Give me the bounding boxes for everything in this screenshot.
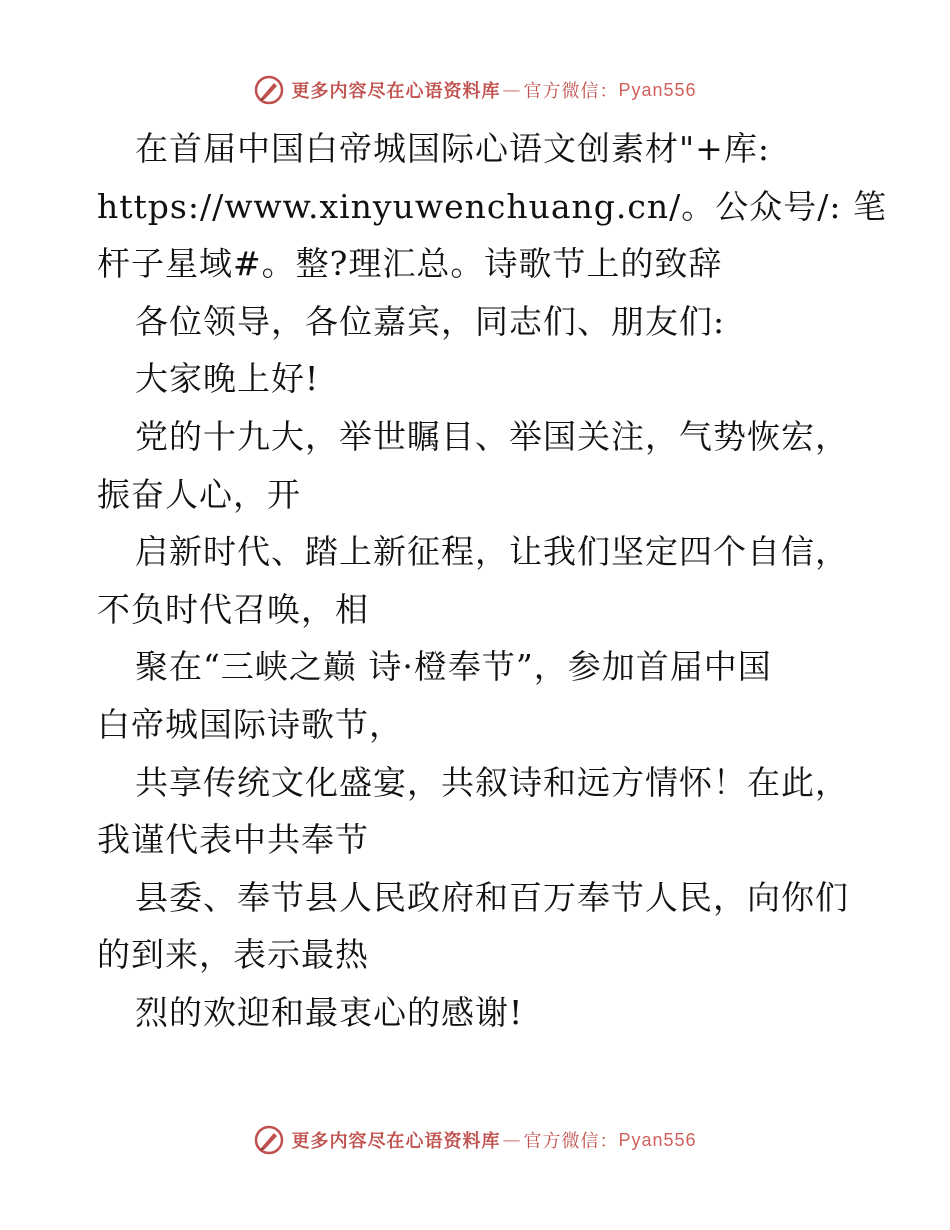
text-line: 启新时代、踏上新征程，让我们坚定四个自信， [135, 532, 849, 572]
banner-brand-text: 更多内容尽在心语资料库 [291, 1131, 501, 1152]
text-line: 振奋人心，开 [97, 474, 301, 514]
banner-separator: — [502, 79, 522, 101]
text-line: 各位领导，各位嘉宾，同志们、朋友们: [135, 301, 726, 341]
text-line: 在首届中国白帝城国际心语文创素材"+库: [135, 129, 770, 168]
banner-wechat-id: Pyan556 [618, 1129, 697, 1150]
banner-wechat-id: Pyan556 [618, 79, 697, 100]
text-line: 县委、奉节县人民政府和百万奉节人民，向你们 [135, 877, 849, 917]
pen-logo-icon [253, 1124, 285, 1156]
text-line: 杆子星域#。整?理汇总。诗歌节上的致辞 [97, 244, 723, 284]
pen-logo-icon [253, 74, 285, 106]
text-line: 不负时代召唤，相 [97, 589, 369, 629]
text-line: https://www.xinyuwenchuang.cn/。公众号/: 笔 [97, 186, 887, 226]
text-line: 聚在“三峡之巅 诗·橙奉节”，参加首届中国 [135, 647, 772, 687]
banner-wechat-label: 官方微信： [523, 81, 619, 102]
banner-brand-text: 更多内容尽在心语资料库 [291, 81, 501, 102]
header-banner [0, 70, 950, 110]
footer-banner [0, 1120, 950, 1160]
banner-wechat-label: 官方微信： [523, 1131, 619, 1152]
text-line: 的到来，表示最热 [97, 935, 369, 975]
text-line: 大家晚上好! [135, 359, 320, 399]
text-line: 白帝城国际诗歌节， [97, 704, 403, 744]
text-line: 烈的欢迎和最衷心的感谢! [135, 992, 524, 1032]
banner-separator: — [502, 1129, 522, 1151]
text-line: 共享传统文化盛宴，共叙诗和远方情怀！在此， [135, 762, 849, 802]
text-line: 我谨代表中共奉节 [97, 820, 369, 860]
document-body [97, 120, 887, 1042]
text-line: 党的十九大，举世瞩目、举国关注，气势恢宏， [135, 416, 849, 456]
